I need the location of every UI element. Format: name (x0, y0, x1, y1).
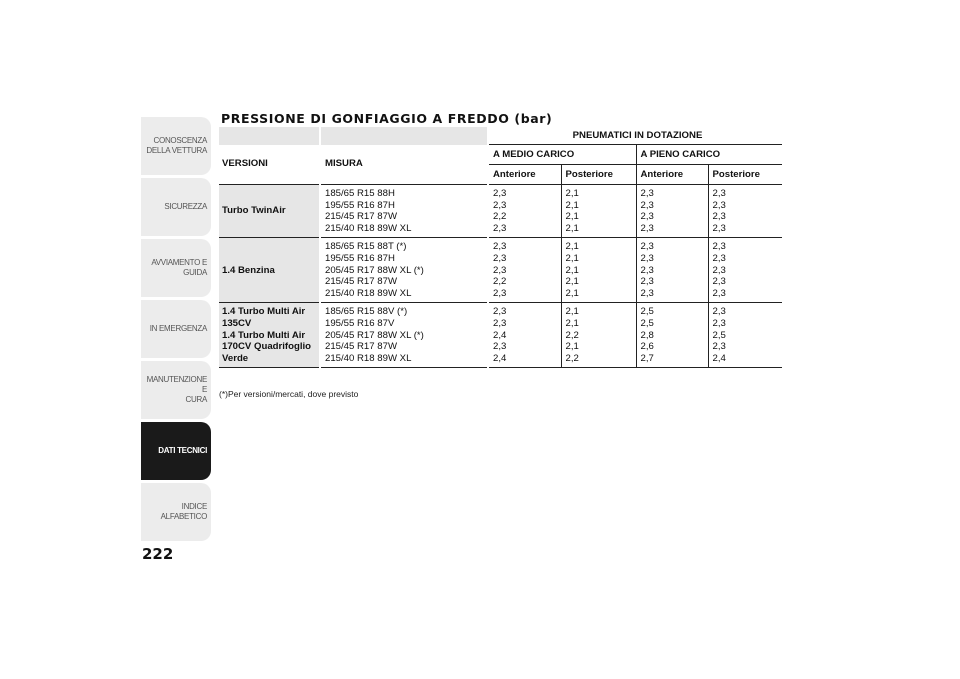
header-versions: VERSIONI (219, 145, 320, 185)
full-rear-cell: 2,3 2,3 2,3 2,3 (708, 185, 782, 238)
tyre-pressure-table (219, 127, 782, 368)
header-tyres: PNEUMATICI IN DOTAZIONE (488, 127, 782, 145)
table-row (219, 185, 782, 238)
tab-dati-tecnici[interactable] (141, 422, 211, 480)
full-rear-cell: 2,3 2,3 2,3 2,3 2,3 (708, 238, 782, 303)
tab-label: CONOSCENZA DELLA VETTURA (146, 136, 207, 155)
tab-label: MANUTENZIONE E CURA (146, 375, 207, 404)
tab-in-emergenza[interactable] (141, 300, 211, 358)
full-front-cell: 2,3 2,3 2,3 2,3 2,3 (636, 238, 708, 303)
page-number: 222 (142, 545, 174, 563)
header-front: Anteriore (636, 165, 708, 185)
mid-rear-cell: 2,1 2,1 2,1 2,1 2,1 (561, 238, 636, 303)
version-cell: Turbo TwinAir (219, 185, 320, 238)
header-full-load: A PIENO CARICO (636, 145, 782, 165)
footnote: (*)Per versioni/mercati, dove previsto (219, 389, 359, 399)
tab-label: AVVIAMENTO E GUIDA (151, 258, 207, 277)
header-rear: Posteriore (708, 165, 782, 185)
section-heading: PRESSIONE DI GONFIAGGIO A FREDDO (bar) (221, 111, 553, 126)
tab-indice-alfabetico[interactable] (141, 483, 211, 541)
mid-front-cell: 2,3 2,3 2,2 2,3 (488, 185, 561, 238)
tab-sicurezza[interactable] (141, 178, 211, 236)
header-medium-load: A MEDIO CARICO (488, 145, 636, 165)
mid-rear-cell: 2,1 2,1 2,2 2,1 2,2 (561, 303, 636, 368)
size-cell: 185/65 R15 88T (*) 195/55 R16 87H 205/45 R17 88W XL (*) 215/45 R17 87W 215/40 R18 89W XL (320, 238, 488, 303)
header-spacer (320, 127, 488, 145)
tab-avviamento-e-guida[interactable] (141, 239, 211, 297)
table-row (219, 303, 782, 368)
header-front: Anteriore (488, 165, 561, 185)
full-rear-cell: 2,3 2,3 2,5 2,3 2,4 (708, 303, 782, 368)
version-cell: 1.4 Benzina (219, 238, 320, 303)
mid-front-cell: 2,3 2,3 2,4 2,3 2,4 (488, 303, 561, 368)
full-front-cell: 2,5 2,5 2,8 2,6 2,7 (636, 303, 708, 368)
size-cell: 185/65 R15 88V (*) 195/55 R16 87V 205/45 R17 88W XL (*) 215/45 R17 87W 215/40 R18 89W XL (320, 303, 488, 368)
tab-label: INDICE ALFABETICO (160, 502, 207, 521)
tab-label: DATI TECNICI (158, 446, 207, 455)
header-rear: Posteriore (561, 165, 636, 185)
tab-conoscenza-della-vettura[interactable] (141, 117, 211, 175)
full-front-cell: 2,3 2,3 2,3 2,3 (636, 185, 708, 238)
tab-label: IN EMERGENZA (149, 324, 207, 333)
header-size: MISURA (320, 145, 488, 185)
mid-front-cell: 2,3 2,3 2,3 2,2 2,3 (488, 238, 561, 303)
size-cell: 185/65 R15 88H 195/55 R16 87H 215/45 R17 87W 215/40 R18 89W XL (320, 185, 488, 238)
version-cell: 1.4 Turbo Multi Air 135CV 1.4 Turbo Multi Air 170CV Quadrifoglio Verde (219, 303, 320, 368)
table-row (219, 238, 782, 303)
tab-label: SICUREZZA (164, 202, 207, 211)
mid-rear-cell: 2,1 2,1 2,1 2,1 (561, 185, 636, 238)
tab-manutenzione-e-cura[interactable] (141, 361, 211, 419)
header-spacer (219, 127, 320, 145)
